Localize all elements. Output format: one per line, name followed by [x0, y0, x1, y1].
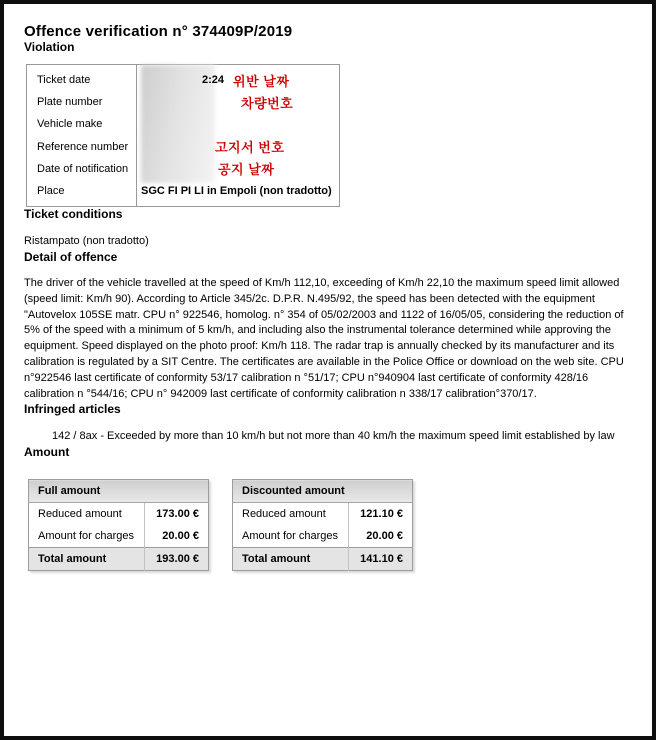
ticket-date-label: Ticket date — [37, 74, 91, 87]
total-amount-label: Total amount — [29, 548, 145, 571]
table-row — [233, 503, 413, 526]
table-row — [29, 503, 209, 526]
total-row — [29, 548, 209, 571]
amount-heading: Amount — [24, 445, 70, 460]
total-row — [233, 548, 413, 571]
violation-label-column — [27, 65, 137, 206]
reduced-amount-label: Reduced amount — [233, 503, 349, 526]
reduced-amount-value: 173.00 € — [145, 503, 209, 526]
full-amount-table — [28, 479, 209, 571]
date-of-notification-label: Date of notification — [37, 162, 129, 175]
total-amount-value: 193.00 € — [145, 548, 209, 571]
infringed-article-text: 142 / 8ax - Exceeded by more than 10 km/h but not more than 40 km/h the maximum speed limit established by law — [52, 430, 615, 443]
ticket-conditions-heading: Ticket conditions — [24, 207, 123, 222]
total-amount-value: 141.10 € — [349, 548, 413, 571]
amount-for-charges-value: 20.00 € — [349, 525, 413, 548]
amount-for-charges-value: 20.00 € — [145, 525, 209, 548]
date-of-notification-value-row — [137, 158, 339, 180]
detail-of-offence-heading: Detail of offence — [24, 249, 118, 264]
table-header-row — [29, 480, 209, 503]
ticket-date-visible-value: 2:24 — [202, 74, 225, 87]
reduced-amount-label: Reduced amount — [29, 503, 145, 526]
table-row — [29, 525, 209, 548]
discounted-amount-table — [232, 479, 413, 571]
amount-for-charges-label: Amount for charges — [29, 525, 145, 548]
reduced-amount-value: 121.10 € — [349, 503, 413, 526]
amount-tables — [28, 479, 632, 571]
infringed-articles-heading: Infringed articles — [24, 402, 121, 417]
plate-number-label: Plate number — [37, 96, 103, 109]
violation-heading: Violation — [24, 40, 75, 54]
detail-of-offence-text: The driver of the vehicle travelled at the speed of Km/h 112,10, exceeding of Km/h 22,10 the maximum speed limit allowed (speed limit: Km/h 90). According to Article 345/2c. D.P.R. N.495/92, the speed has been detected with the equipment "Autovelox 105SE matr. CPU n° 922546, homolog. n° 354 of 05/02/2003 and 1122 of 16/05/05, considering the reduction of 5% of the speed with a minimum of 5 km/h, and including also the instrumental tolerance determined while approving the equipment. Speed displayed on the photo proof: Km/h 118. The radar trap is annually checked by its manufacturer and its calibration is regulated by a SIT Centre. The certificates are available in the Police Office or download on the web site. CPU n°922546 last certificate of conformity 53/17 calibration n °51/17; CPU n°940904 last certificate of conformity 428/16 calibration n °544/16; CPU n° 942009 last certificate of conformity calibration n 338/17 calibration°370/17. — [24, 276, 624, 400]
reference-number-label: Reference number — [37, 140, 129, 153]
korean-annotation-notification-date: 공지 날짜 — [218, 162, 275, 178]
reference-number-value-row — [137, 136, 339, 158]
table-row — [233, 525, 413, 548]
amount-for-charges-label: Amount for charges — [233, 525, 349, 548]
korean-annotation-reference-number: 고지서 번호 — [215, 140, 285, 156]
place-value: SGC FI PI LI in Empoli (non tradotto) — [141, 185, 332, 198]
total-amount-label: Total amount — [233, 548, 349, 571]
vehicle-make-value-row — [137, 113, 339, 135]
korean-annotation-ticket-date: 위반 날짜 — [233, 73, 290, 89]
korean-annotation-plate-number: 차량번호 — [241, 95, 294, 111]
full-amount-table-title: Full amount — [29, 480, 209, 503]
place-value-row — [137, 180, 339, 202]
vehicle-make-label: Vehicle make — [37, 118, 103, 131]
table-header-row — [233, 480, 413, 503]
violation-table — [26, 64, 340, 207]
violation-value-column — [137, 65, 339, 206]
plate-number-value-row — [137, 91, 339, 113]
ticket-conditions-text: Ristampato (non tradotto) — [24, 235, 149, 248]
page-title: Offence verification n° 374409P/2019 — [24, 23, 293, 40]
discounted-amount-table-title: Discounted amount — [233, 480, 413, 503]
ticket-date-value-row — [137, 69, 339, 91]
place-label: Place — [37, 185, 65, 198]
